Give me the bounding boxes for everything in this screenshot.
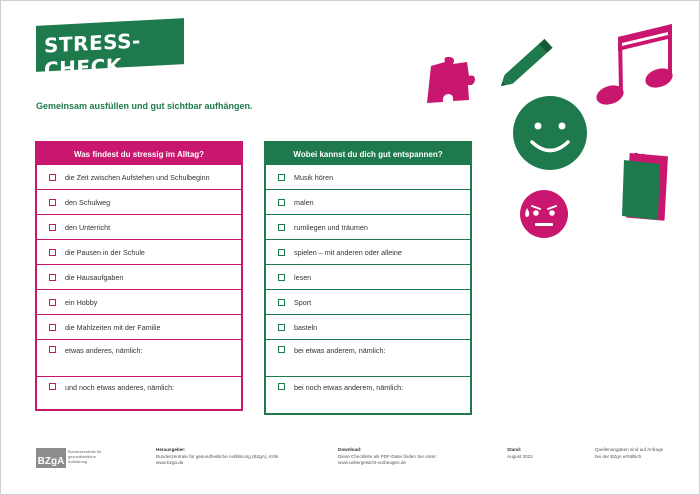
stress-item-label: ein Hobby bbox=[65, 297, 98, 307]
logo-caption: Bundeszentrale für gesundheitliche Aufklärung bbox=[68, 449, 102, 464]
pencil-icon bbox=[497, 30, 563, 90]
checkbox[interactable] bbox=[49, 346, 56, 353]
relax-item-label: malen bbox=[294, 197, 314, 207]
smiley-happy-icon bbox=[512, 95, 588, 171]
relax-item[interactable] bbox=[266, 190, 470, 215]
stress-item[interactable] bbox=[37, 215, 241, 240]
stand-date: August 2022 bbox=[507, 453, 533, 459]
stress-checklist-card bbox=[35, 141, 243, 411]
relax-item[interactable] bbox=[266, 290, 470, 315]
sources-line-1: Quellenangaben sind auf Anfrage bbox=[595, 447, 664, 452]
stress-item[interactable] bbox=[37, 240, 241, 265]
download-url[interactable]: www.uebergewicht-vorbeugen.de bbox=[338, 460, 406, 466]
relax-item-other[interactable] bbox=[266, 377, 470, 414]
stress-item[interactable] bbox=[37, 190, 241, 215]
page-title: STRESS-CHECK bbox=[44, 28, 141, 82]
relax-item-label: bei etwas anderem, nämlich: bbox=[294, 346, 386, 355]
checkbox[interactable] bbox=[49, 324, 56, 331]
stress-item[interactable] bbox=[37, 315, 241, 340]
bzga-logo: BZgA bbox=[36, 448, 66, 468]
relax-item-label: Sport bbox=[294, 297, 312, 307]
checkbox[interactable] bbox=[278, 383, 285, 390]
relax-item-label: lesen bbox=[294, 272, 312, 282]
checkbox[interactable] bbox=[49, 299, 56, 306]
relax-item-label: bei noch etwas anderem, nämlich: bbox=[294, 383, 404, 392]
stress-item-label: die Hausaufgaben bbox=[65, 272, 124, 282]
stress-item-other[interactable] bbox=[37, 377, 241, 414]
stress-item-label: die Mahlzeiten mit der Familie bbox=[65, 322, 161, 332]
publisher-url[interactable]: www.bzga.de bbox=[156, 460, 184, 466]
stress-item-label: den Schulweg bbox=[65, 197, 111, 207]
checkbox[interactable] bbox=[278, 224, 285, 231]
checkbox[interactable] bbox=[49, 199, 56, 206]
relax-checklist-heading: Wobei kannst du dich gut entspannen? bbox=[266, 143, 470, 165]
publisher-name: Bundeszentrale für gesundheitliche Aufklärung (BZgA), Köln bbox=[156, 453, 279, 459]
checkbox[interactable] bbox=[49, 274, 56, 281]
sources-note bbox=[595, 447, 685, 460]
relax-item-other[interactable] bbox=[266, 340, 470, 377]
music-note-icon bbox=[592, 20, 684, 110]
download-block bbox=[338, 447, 498, 467]
publisher-block bbox=[156, 447, 316, 467]
checkbox[interactable] bbox=[278, 274, 285, 281]
download-text: Diese Checkliste als PDF-Datei finden Sie unter: bbox=[338, 453, 437, 459]
relax-item[interactable] bbox=[266, 240, 470, 265]
relax-item-label: basteln bbox=[294, 322, 318, 332]
stand-label: Stand: bbox=[507, 447, 522, 452]
stand-block bbox=[507, 447, 567, 460]
publisher-label: Herausgeber: bbox=[156, 447, 186, 452]
checkbox[interactable] bbox=[278, 174, 285, 181]
stress-item-label: die Zeit zwischen Aufstehen und Schulbeginn bbox=[65, 172, 210, 182]
checkbox[interactable] bbox=[278, 324, 285, 331]
stress-checklist-heading: Was findest du stressig im Alltag? bbox=[37, 143, 241, 165]
page-subtitle: Gemeinsam ausfüllen und gut sichtbar aufhängen. bbox=[36, 101, 253, 111]
stress-item-label: etwas anderes, nämlich: bbox=[65, 346, 143, 355]
smiley-worried-icon bbox=[519, 188, 569, 240]
stress-item-other[interactable] bbox=[37, 340, 241, 377]
checkbox[interactable] bbox=[278, 346, 285, 353]
stress-item[interactable] bbox=[37, 290, 241, 315]
relax-item-label: spielen – mit anderen oder alleine bbox=[294, 247, 402, 257]
notepad-icon bbox=[618, 150, 674, 224]
checkbox[interactable] bbox=[49, 174, 56, 181]
stress-item[interactable] bbox=[37, 265, 241, 290]
relax-item[interactable] bbox=[266, 315, 470, 340]
checkbox[interactable] bbox=[278, 249, 285, 256]
checkbox[interactable] bbox=[278, 199, 285, 206]
download-label: Download: bbox=[338, 447, 362, 452]
stress-item-label: den Unterricht bbox=[65, 222, 111, 232]
checkbox[interactable] bbox=[278, 299, 285, 306]
checkbox[interactable] bbox=[49, 383, 56, 390]
puzzle-icon bbox=[423, 56, 483, 108]
relax-item[interactable] bbox=[266, 215, 470, 240]
stress-item-label: die Pausen in der Schule bbox=[65, 247, 145, 257]
checkbox[interactable] bbox=[49, 249, 56, 256]
relax-item[interactable] bbox=[266, 265, 470, 290]
stress-item[interactable] bbox=[37, 165, 241, 190]
stress-item-label: und noch etwas anderes, nämlich: bbox=[65, 383, 175, 392]
checkbox[interactable] bbox=[49, 224, 56, 231]
sources-line-2: bei der BZgA erhältlich. bbox=[595, 453, 643, 459]
relax-checklist-card bbox=[264, 141, 472, 415]
relax-item-label: Musik hören bbox=[294, 172, 334, 182]
relax-item-label: rumliegen und träumen bbox=[294, 222, 368, 232]
relax-item[interactable] bbox=[266, 165, 470, 190]
